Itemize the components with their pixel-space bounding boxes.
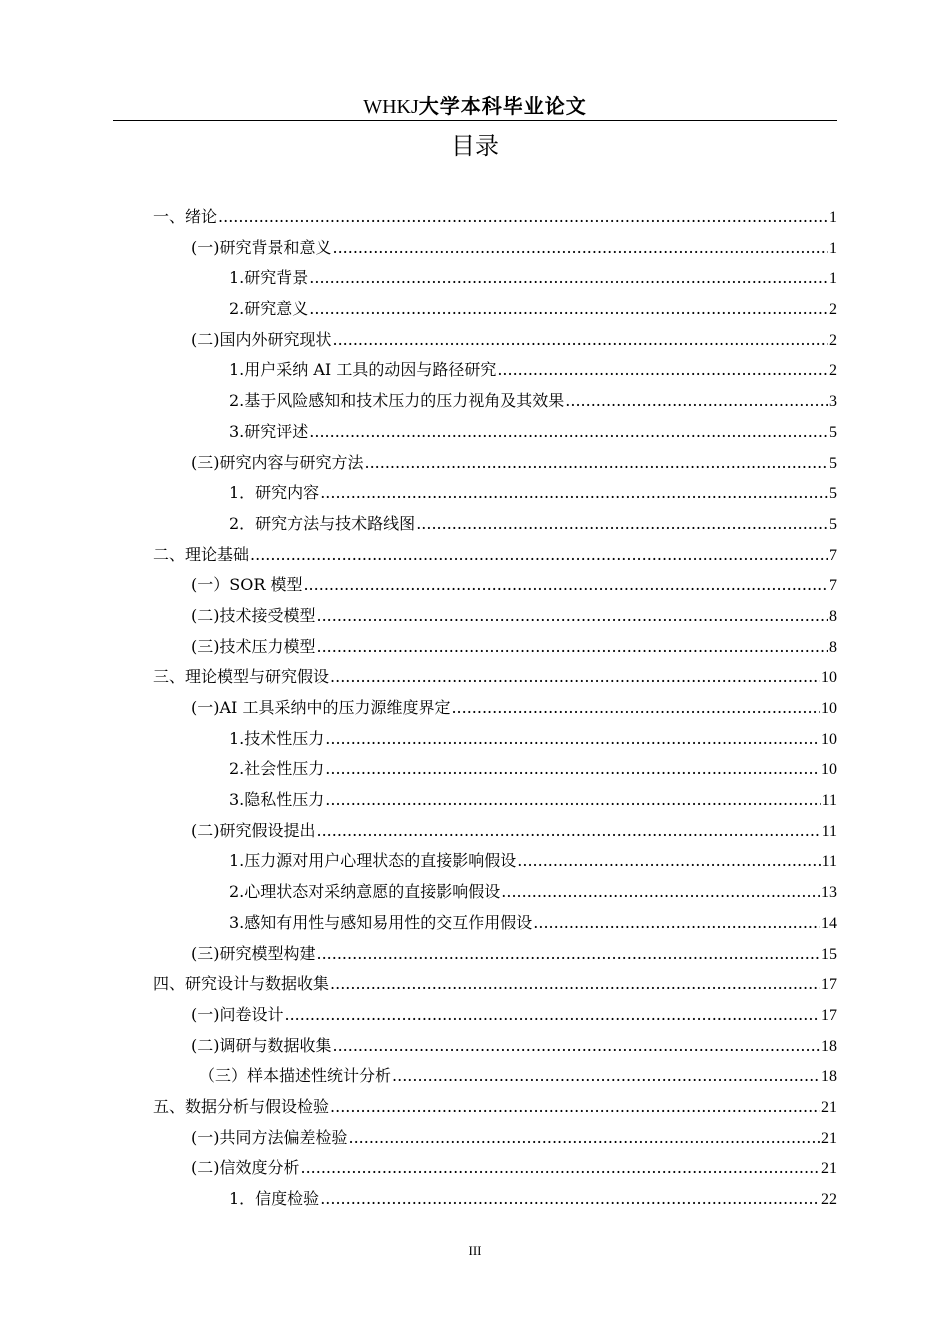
toc-dot-leader: [333, 1031, 821, 1062]
toc-entry-page: 11: [821, 792, 837, 810]
toc-entry-page: 11: [821, 822, 837, 840]
toc-entry[interactable]: [153, 632, 837, 663]
toc-entry-page: 10: [821, 669, 837, 687]
toc-dot-leader: [317, 816, 821, 847]
toc-dot-leader: [320, 1184, 820, 1215]
toc-entry-page: 5: [829, 485, 837, 503]
toc-entry-label: (一)研究背景和意义: [191, 237, 332, 257]
toc-entry-label: 2.研究意义: [229, 299, 309, 319]
toc-entry[interactable]: [153, 1000, 837, 1031]
toc-entry-label: (二)信效度分析: [191, 1158, 300, 1178]
toc-entry-page: 7: [829, 577, 837, 595]
toc-entry-page: 2: [829, 331, 837, 349]
toc-entry-label: 1.研究背景: [229, 268, 309, 288]
toc-dot-leader: [285, 1000, 821, 1031]
toc-dot-leader: [533, 908, 820, 939]
toc-entry-label: 1.技术性压力: [229, 728, 325, 748]
toc-dot-leader: [330, 969, 820, 1000]
toc-entry-label: （三）样本描述性统计分析: [199, 1066, 392, 1086]
toc-dot-leader: [330, 1092, 820, 1123]
toc-entry-page: 21: [821, 1098, 837, 1116]
toc-entry-label: 五、数据分析与假设检验: [153, 1096, 330, 1116]
toc-entry-label: 1.用户采纳 AI 工具的动因与路径研究: [229, 360, 497, 380]
toc-entry[interactable]: [153, 386, 837, 417]
toc-entry[interactable]: [153, 601, 837, 632]
toc-entry[interactable]: [153, 785, 837, 816]
toc-entry[interactable]: [153, 724, 837, 755]
toc-entry-label: 2．研究方法与技术路线图: [229, 513, 416, 533]
toc-entry-label: (二)研究假设提出: [191, 820, 316, 840]
toc-entry[interactable]: [153, 540, 837, 571]
toc-dot-leader: [301, 1153, 821, 1184]
toc-entry-label: (二)国内外研究现状: [191, 329, 332, 349]
toc-entry-page: 1: [829, 209, 837, 226]
toc-dot-leader: [325, 724, 820, 755]
toc-entry-label: 1．研究内容: [229, 483, 320, 503]
toc-entry[interactable]: [153, 754, 837, 785]
toc-entry[interactable]: [153, 877, 837, 908]
toc-entry[interactable]: [153, 448, 837, 479]
toc-entry-page: 17: [821, 976, 837, 994]
toc-entry[interactable]: [153, 846, 837, 877]
toc-entry[interactable]: [153, 1123, 837, 1154]
toc-dot-leader: [501, 877, 820, 908]
page-header: [113, 92, 837, 121]
toc-entry-label: 四、研究设计与数据收集: [153, 974, 330, 994]
toc-entry[interactable]: [153, 662, 837, 693]
toc-entry-page: 3: [829, 393, 837, 411]
toc-entry-page: 8: [829, 607, 837, 625]
header-title: 大学本科毕业论文: [418, 94, 587, 118]
toc-entry-label: 2.心理状态对采纳意愿的直接影响假设: [229, 882, 501, 902]
toc-entry-label: 2.社会性压力: [229, 759, 325, 779]
toc-dot-leader: [325, 785, 820, 816]
toc-entry-page: 2: [829, 362, 837, 380]
toc-entry[interactable]: [153, 417, 837, 448]
toc-dot-leader: [309, 263, 828, 294]
toc-entry-page: 15: [821, 945, 837, 963]
toc-entry-label: (一)问卷设计: [191, 1004, 284, 1024]
toc-entry-page: 7: [829, 546, 837, 564]
toc-entry[interactable]: [153, 263, 837, 294]
toc-entry-label: (三)研究内容与研究方法: [191, 452, 364, 472]
toc-entry-page: 17: [821, 1006, 837, 1024]
toc-dot-leader: [392, 1061, 820, 1092]
toc-dot-leader: [303, 570, 828, 601]
toc-entry-label: 3.研究评述: [229, 421, 309, 441]
toc-entry-page: 10: [821, 700, 837, 717]
toc-entry-page: 1: [829, 239, 837, 257]
toc-entry-label: (二)技术接受模型: [191, 605, 316, 625]
toc-entry[interactable]: [153, 969, 837, 1000]
toc-entry-label: (一)AI 工具采纳中的压力源维度界定: [191, 698, 451, 717]
toc-entry-label: 3.感知有用性与感知易用性的交互作用假设: [229, 912, 533, 932]
toc-entry[interactable]: [153, 355, 837, 386]
toc-entry-label: 3.隐私性压力: [229, 790, 325, 810]
toc-entry[interactable]: [153, 233, 837, 264]
toc-entry-page: 11: [821, 853, 837, 871]
toc-entry-label: (二)调研与数据收集: [191, 1035, 332, 1055]
toc-dot-leader: [317, 601, 829, 632]
toc-dot-leader: [250, 540, 828, 571]
toc-entry[interactable]: [153, 1184, 837, 1215]
toc-entry[interactable]: [153, 693, 837, 724]
toc-entry-page: 21: [821, 1129, 837, 1147]
toc-entry-page: 13: [821, 884, 837, 902]
toc-entry[interactable]: [153, 908, 837, 939]
toc-entry-page: 5: [829, 515, 837, 533]
toc-dot-leader: [333, 325, 829, 356]
toc-entry-page: 8: [829, 638, 837, 656]
header-school-code: WHKJ: [363, 96, 419, 118]
toc-entry-label: 1.压力源对用户心理状态的直接影响假设: [229, 851, 517, 871]
toc-entry[interactable]: [153, 325, 837, 356]
toc-entry[interactable]: [153, 1092, 837, 1123]
toc-entry-page: 1: [829, 270, 837, 288]
toc-entry-label: (三)研究模型构建: [191, 943, 316, 963]
toc-entry-label: (三)技术压力模型: [191, 636, 316, 656]
toc-entry-page: 22: [821, 1191, 837, 1208]
toc-dot-leader: [517, 846, 820, 877]
toc-entry-label: 三、理论模型与研究假设: [153, 667, 330, 687]
toc-entry[interactable]: [153, 1061, 837, 1092]
toc-entry-label: 二、理论基础: [153, 544, 250, 564]
toc-entry[interactable]: [153, 509, 837, 540]
toc-entry-label: 1．信度检验: [229, 1189, 320, 1208]
toc-dot-leader: [317, 632, 829, 663]
toc-dot-leader: [325, 754, 820, 785]
toc-dot-leader: [349, 1123, 821, 1154]
toc-dot-leader: [416, 509, 828, 540]
table-of-contents: [153, 202, 837, 1215]
toc-entry[interactable]: [153, 1153, 837, 1184]
toc-entry[interactable]: [153, 939, 837, 970]
toc-entry-page: 2: [829, 301, 837, 319]
toc-entry[interactable]: [153, 202, 837, 233]
toc-entry-page: 10: [821, 761, 837, 779]
toc-dot-leader: [565, 386, 828, 417]
toc-dot-leader: [333, 233, 829, 264]
toc-entry[interactable]: [153, 816, 837, 847]
toc-entry-page: 5: [829, 423, 837, 441]
toc-entry[interactable]: [153, 1031, 837, 1062]
toc-dot-leader: [320, 478, 828, 509]
toc-dot-leader: [497, 355, 828, 386]
toc-dot-leader: [330, 662, 820, 693]
toc-entry-label: 一、绪论: [153, 207, 218, 226]
toc-entry-label: (一)共同方法偏差检验: [191, 1127, 348, 1147]
toc-entry-page: 5: [829, 454, 837, 472]
toc-dot-leader: [309, 294, 828, 325]
toc-entry-page: 18: [821, 1037, 837, 1055]
toc-entry-label: 2.基于风险感知和技术压力的压力视角及其效果: [229, 391, 565, 411]
toc-dot-leader: [365, 448, 829, 479]
toc-dot-leader: [451, 693, 820, 724]
toc-entry-page: 18: [821, 1068, 837, 1086]
page-number: III: [468, 1243, 482, 1258]
toc-entry-page: 21: [821, 1160, 837, 1178]
toc-dot-leader: [309, 417, 828, 448]
toc-entry-label: (一）SOR 模型: [191, 575, 303, 595]
toc-entry-page: 10: [821, 730, 837, 748]
toc-entry[interactable]: [153, 294, 837, 325]
toc-entry-page: 14: [821, 914, 837, 932]
toc-entry[interactable]: [153, 570, 837, 601]
toc-entry[interactable]: [153, 478, 837, 509]
toc-title: 目录: [451, 132, 499, 160]
toc-dot-leader: [218, 202, 828, 233]
toc-dot-leader: [317, 939, 821, 970]
